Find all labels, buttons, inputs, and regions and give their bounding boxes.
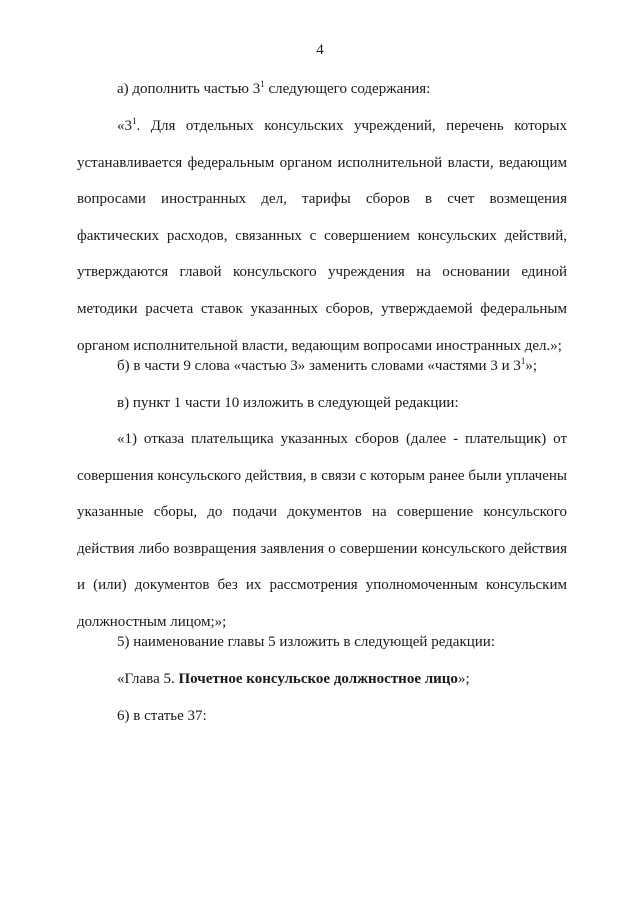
paragraph-b [77, 348, 567, 385]
paragraph-5 [77, 624, 567, 661]
paragraph-a-pre: а) дополнить частью 3 [117, 81, 261, 97]
paragraph-v-text: в) пункт 1 части 10 изложить в следующей редакции: [117, 395, 459, 411]
quote-text: . Для отдельных консульских учреждений, перечень которых устанавливается федеральным органом исполнительной власти, ведающим вопросами иностранных дел, тарифы сборов в счет возмещения фактических расходов, связанных с совершением консульских действий, утверждаются главой консульского учреждения на основании единой методики расчета ставок указанных сборов, утверждаемой федеральным органом исполнительной власти, ведающим вопросами иностранных дел.»; [77, 118, 567, 354]
paragraph-quote-item-1 [77, 421, 567, 641]
quote-item-1-text: «1) отказа плательщика указанных сборов (далее - плательщик) от совершения консульского действия, в связи с которым ранее были уплачены указанные сборы, до подачи документов на совершение консульского действия либо возвращения заявления о совершении консульского действия и (или) документов без их рассмотрения уполномоченным консульским должностным лицом;»; [77, 431, 567, 630]
paragraph-a-post: следующего содержания: [264, 81, 431, 97]
paragraph-b-post: »; [525, 358, 538, 374]
superscript: 1 [132, 116, 137, 126]
paragraph-quote-3-1 [77, 108, 567, 364]
paragraph-a [77, 71, 567, 108]
paragraph-chapter-5 [77, 661, 567, 698]
chapter-title: Почетное консульское должностное лицо [178, 671, 458, 687]
paragraph-6-text: 6) в статье 37: [117, 708, 207, 724]
superscript: 1 [520, 356, 526, 366]
paragraph-v [77, 385, 567, 422]
paragraph-b-pre: б) в части 9 слова «частью 3» заменить словами «частями 3 и 3 [117, 358, 521, 374]
page-number: 4 [316, 42, 324, 58]
chapter-pre: «Глава 5. [117, 671, 179, 687]
superscript: 1 [260, 79, 265, 89]
paragraph-6 [77, 698, 567, 735]
chapter-post: »; [457, 671, 470, 687]
quote-open: «3 [117, 118, 132, 134]
paragraph-5-text: 5) наименование главы 5 изложить в следующей редакции: [117, 634, 495, 650]
